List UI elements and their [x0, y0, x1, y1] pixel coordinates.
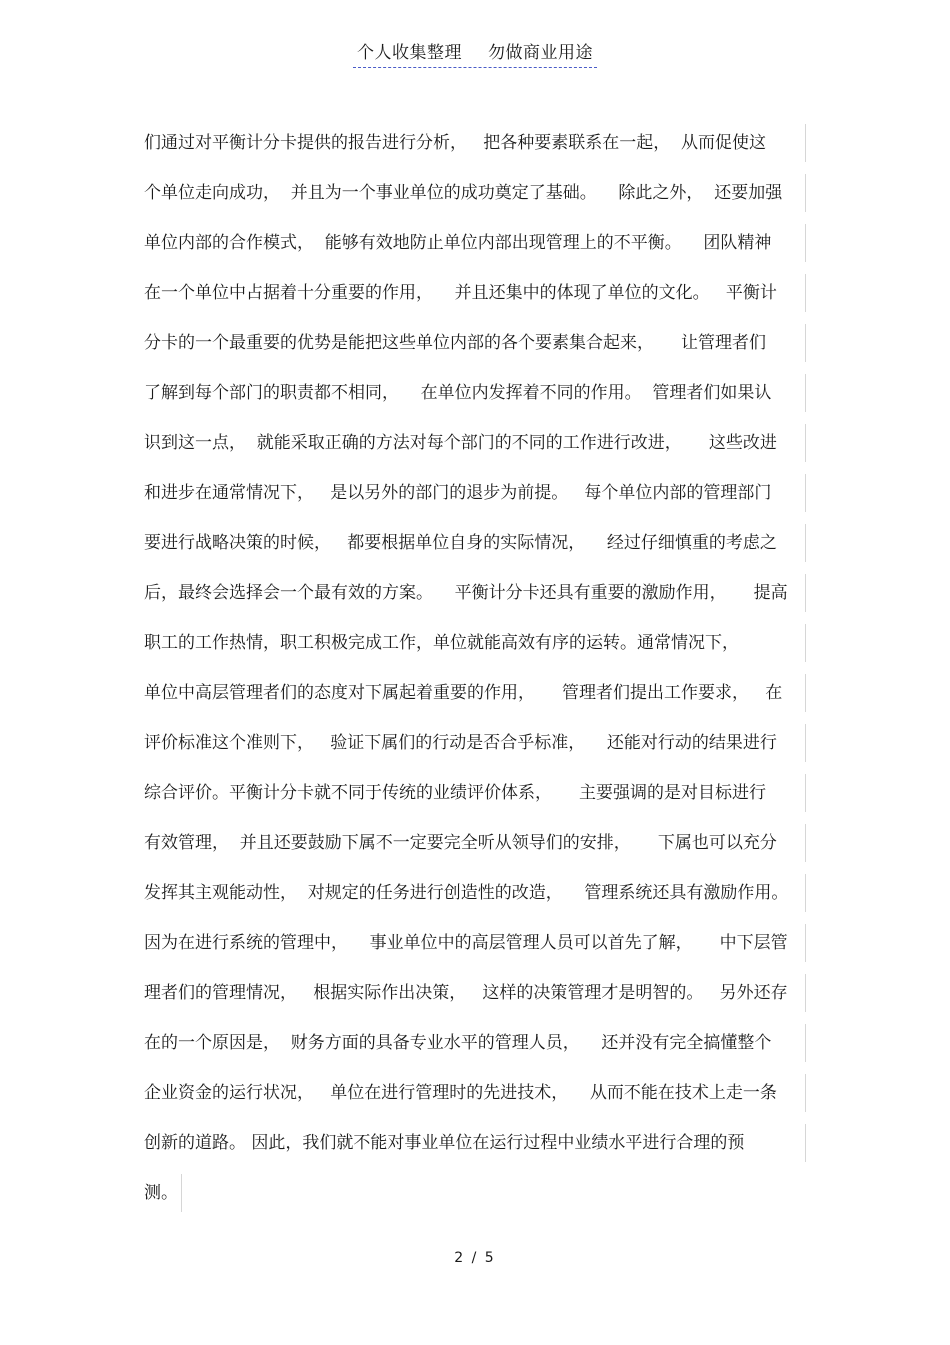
- line-rule: [805, 624, 806, 662]
- header-banner: [353, 40, 597, 68]
- line-rule: [805, 474, 806, 512]
- text-line: [144, 518, 806, 568]
- document-body: [144, 118, 806, 1218]
- text-line: [144, 618, 806, 668]
- line-rule: [805, 674, 806, 712]
- text-line: [144, 718, 806, 768]
- text-line: [144, 1068, 806, 1118]
- text-line-content: 和进步在通常情况下， 是以另外的部门的退步为前提。 每个单位内部的管理部门: [144, 483, 772, 503]
- text-line-content: 因为在进行系统的管理中， 事业单位中的高层管理人员可以首先了解， 中下层管: [144, 933, 788, 953]
- text-line: [144, 318, 806, 368]
- text-line: [144, 918, 806, 968]
- text-line-content: 个单位走向成功， 并且为一个事业单位的成功奠定了基础。 除此之外， 还要加强: [144, 183, 783, 203]
- text-line-content: 综合评价。平衡计分卡就不同于传统的业绩评价体系， 主要强调的是对目标进行: [144, 783, 767, 803]
- text-line-content: 识到这一点， 就能采取正确的方法对每个部门的不同的工作进行改进， 这些改进: [144, 433, 777, 453]
- line-rule: [805, 524, 806, 562]
- page-number: 2 / 5: [454, 1250, 496, 1266]
- text-line-content: 企业资金的运行状况， 单位在进行管理时的先进技术， 从而不能在技术上走一条: [144, 1083, 777, 1103]
- line-rule: [805, 424, 806, 462]
- text-line-content: 发挥其主观能动性， 对规定的任务进行创造性的改造， 管理系统还具有激励作用。: [144, 883, 789, 903]
- line-rule: [805, 1124, 806, 1162]
- line-rule: [805, 1024, 806, 1062]
- text-line-content: 理者们的管理情况， 根据实际作出决策， 这样的决策管理才是明智的。 另外还存: [144, 983, 788, 1003]
- text-line: [144, 968, 806, 1018]
- header-left-text: 个人收集整理: [357, 43, 462, 63]
- line-rule: [805, 774, 806, 812]
- line-rule: [805, 824, 806, 862]
- text-line-content: 测。: [144, 1183, 178, 1203]
- line-rule: [181, 1174, 182, 1212]
- text-line-content: 单位内部的合作模式， 能够有效地防止单位内部出现管理上的不平衡。 团队精神: [144, 233, 772, 253]
- text-line-content: 在一个单位中占据着十分重要的作用， 并且还集中的体现了单位的文化。 平衡计: [144, 283, 777, 303]
- text-line: [144, 818, 806, 868]
- text-line: [144, 768, 806, 818]
- line-rule: [805, 174, 806, 212]
- page-header: [0, 40, 950, 68]
- text-line-content: 职工的工作热情，职工积极完成工作，单位就能高效有序的运转。通常情况下，: [144, 633, 739, 653]
- line-rule: [805, 874, 806, 912]
- line-rule: [805, 224, 806, 262]
- text-line: [144, 1118, 806, 1168]
- text-line: [144, 868, 806, 918]
- text-line-content: 单位中高层管理者们的态度对下属起着重要的作用， 管理者们提出工作要求， 在: [144, 683, 783, 703]
- text-line-content: 创新的道路。 因此，我们就不能对事业单位在运行过程中业绩水平进行合理的预: [144, 1133, 745, 1153]
- line-rule: [805, 924, 806, 962]
- text-line-content: 要进行战略决策的时候， 都要根据单位自身的实际情况， 经过仔细慎重的考虑之: [144, 533, 777, 553]
- line-rule: [805, 374, 806, 412]
- text-line-content: 们通过对平衡计分卡提供的报告进行分析， 把各种要素联系在一起， 从而促使这: [144, 133, 767, 153]
- text-line: [144, 468, 806, 518]
- text-line: [144, 168, 806, 218]
- line-rule: [805, 124, 806, 162]
- text-line-content: 在的一个原因是， 财务方面的具备专业水平的管理人员， 还并没有完全搞懂整个: [144, 1033, 772, 1053]
- line-rule: [805, 324, 806, 362]
- text-line: [144, 568, 806, 618]
- line-rule: [805, 274, 806, 312]
- text-line: [144, 218, 806, 268]
- text-line: [144, 268, 806, 318]
- text-line-content: 评价标准这个准则下， 验证下属们的行动是否合乎标准， 还能对行动的结果进行: [144, 733, 777, 753]
- text-line: [144, 118, 806, 168]
- text-line: [144, 1168, 182, 1218]
- text-line: [144, 418, 806, 468]
- text-line-content: 有效管理， 并且还要鼓励下属不一定要完全听从领导们的安排， 下属也可以充分: [144, 833, 777, 853]
- line-rule: [805, 974, 806, 1012]
- text-line-content: 了解到每个部门的职责都不相同， 在单位内发挥着不同的作用。 管理者们如果认: [144, 383, 772, 403]
- line-rule: [805, 574, 806, 612]
- text-line-content: 分卡的一个最重要的优势是能把这些单位内部的各个要素集合起来， 让管理者们: [144, 333, 767, 353]
- text-line: [144, 368, 806, 418]
- line-rule: [805, 1074, 806, 1112]
- header-right-text: 勿做商业用途: [488, 43, 593, 63]
- line-rule: [805, 724, 806, 762]
- text-line: [144, 668, 806, 718]
- text-line-content: 后，最终会选择会一个最有效的方案。 平衡计分卡还具有重要的激励作用， 提高: [144, 583, 788, 603]
- text-line: [144, 1018, 806, 1068]
